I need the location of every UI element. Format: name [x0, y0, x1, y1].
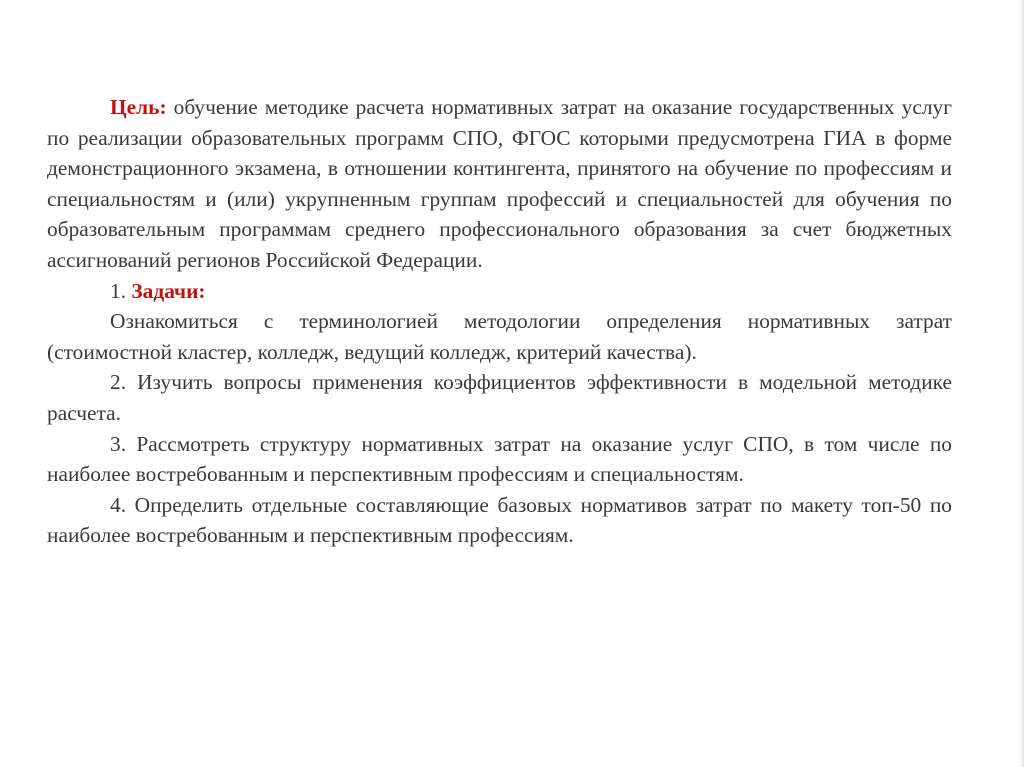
tasks-number: 1. — [110, 278, 132, 303]
goal-label: Цель: — [110, 95, 167, 119]
slide-edge-shadow — [1019, 0, 1023, 767]
task-item-2: 2. Изучить вопросы применения коэффициентов эффективности в модельной методике расчета. — [47, 370, 952, 425]
tasks-title: Задачи: — [131, 278, 206, 303]
task-item-1: Ознакомиться с терминологией методологии определения нормативных затрат (стоимостной кластер, колледж, ведущий колледж, критерий качества). — [47, 309, 952, 364]
slide-content — [47, 92, 952, 551]
task-item-3: 3. Рассмотреть структуру нормативных затрат на оказание услуг СПО, в том числе по наиболее востребованным и перспективным профессиям и специальностям. — [47, 431, 952, 487]
goal-text: обучение методике расчета нормативных затрат на оказание государственных услуг по реализации образовательных программ СПО, ФГОС которыми предусмотрена ГИА в форме демонстрационного экзамена, в отношении контингента, принятого на обучение по профессиям и специальностям и (или) укрупненным группам профессий и специальностей для обучения по образовательным программам среднего профессионального образования за счет бюджетных ассигнований регионов Российской Федерации. — [47, 95, 952, 272]
goal-paragraph — [47, 92, 952, 276]
tasks-heading — [47, 276, 952, 307]
task-item-4: 4. Определить отдельные составляющие базовых нормативов затрат по макету топ-50 по наиболее востребованным и перспективным профессиям. — [47, 492, 952, 548]
